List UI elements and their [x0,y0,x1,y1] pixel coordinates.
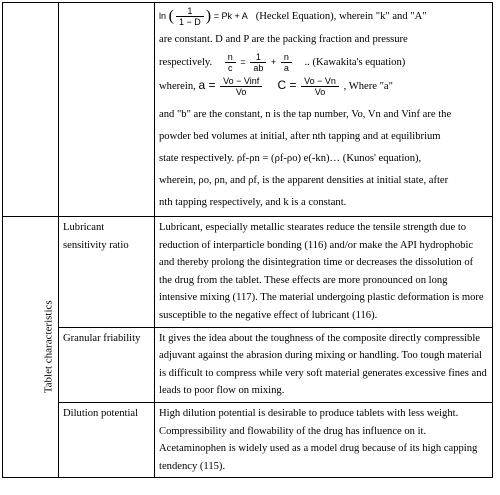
table-row [3,3,493,217]
frac-num: Vo − Vinf [220,76,262,87]
heckel-label: (Heckel Equation), wherein "k" and "A" [255,11,427,22]
where-a-text: , Where "a" [343,81,393,92]
definitions-paragraph [159,104,488,214]
para-line: wherein, ρo, ρn, and ρf, is the apparent densities at initial state, after [159,175,449,186]
c-fraction [301,76,339,97]
equals-sign: = [240,57,246,67]
frac-den: c [227,63,233,74]
property-description: High dilution potential is desirable to produce tablets with less weight. Compressibility and flowability of the drug has influence on it. Acetaminophen is widely used as a model drug because of its high capping tendency (115). [155,402,493,477]
table-row [3,217,493,328]
ln-symbol: ln [159,11,167,21]
kawakita-frac-right [281,52,292,73]
frac-den: Vo [314,87,326,98]
c-def: C = [277,78,297,92]
wherein-text: wherein, [159,81,196,92]
frac-den: ab [253,63,264,74]
table-row [3,402,493,477]
a-def: a = [198,78,216,92]
frac-num: 1 [250,52,266,63]
para-line: nth tapping respectively, and k is a constant. [159,197,347,208]
plus-sign: + [271,57,277,67]
frac-num: n [281,52,292,63]
empty-cell [3,3,59,217]
heckel-line2: are constant. D and P are the packing fraction and pressure [159,34,408,45]
respectively-text: respectively. [159,57,213,68]
properties-table [2,2,493,478]
frac-num: Vo − Vn [301,76,339,87]
kawakita-frac-left [225,52,236,73]
property-name: Lubricant sensitivity ratio [59,217,155,328]
heckel-denominator: 1 − D [179,17,201,28]
para-line: and "b" are the constant, n is the tap number, Vo, Vn and Vinf are the [159,109,452,120]
para-line: powder bed volumes at initial, after nth tapping and at equilibrium [159,131,441,142]
property-name: Granular friability [59,327,155,402]
frac-den: a [283,63,289,74]
wherein-definitions [159,74,488,104]
table-row [3,327,493,402]
frac-den: Vo [235,87,247,98]
empty-cell [59,3,155,217]
paren-open: ( [168,7,174,25]
heckel-rhs: = Pk + A [213,11,248,21]
para-line: state respectively. ρf-ρn = (ρf-ρo) e(-kn)… (Kunos' equation), [159,153,422,164]
category-label: Tablet characteristics [42,300,55,394]
kawakita-equation [159,51,488,74]
category-cell [3,217,59,478]
heckel-equation [159,5,488,29]
property-description: It gives the idea about the toughness of the composite directly compressible adjuvant against the abrasion during mixing or handling. Too tough material is difficult to compress while very soft material generates excessive fines and leads to poor flow on mixing. [155,327,493,402]
heckel-numerator: 1 [176,6,204,17]
a-fraction [220,76,262,97]
frac-num: n [225,52,236,63]
property-description: Lubricant, especially metallic stearates reduce the tensile strength due to reduction of interparticle bonding (116) and/or make the API hydrophobic and thereby prolong the disintegration time or decreases the dissolution of the drug from the tablet. These effects are more pronounced on long intensive mixing (117). The material undergoing plastic deformation is more susceptible to the negative effect of lubricant (116). [155,217,493,328]
heckel-fraction [176,6,204,27]
equations-cell [155,3,493,217]
kawakita-label: .. (Kawakita's equation) [304,57,406,68]
property-name: Dilution potential [59,402,155,477]
paren-close: ) [205,7,212,25]
kawakita-frac-mid [250,52,266,73]
